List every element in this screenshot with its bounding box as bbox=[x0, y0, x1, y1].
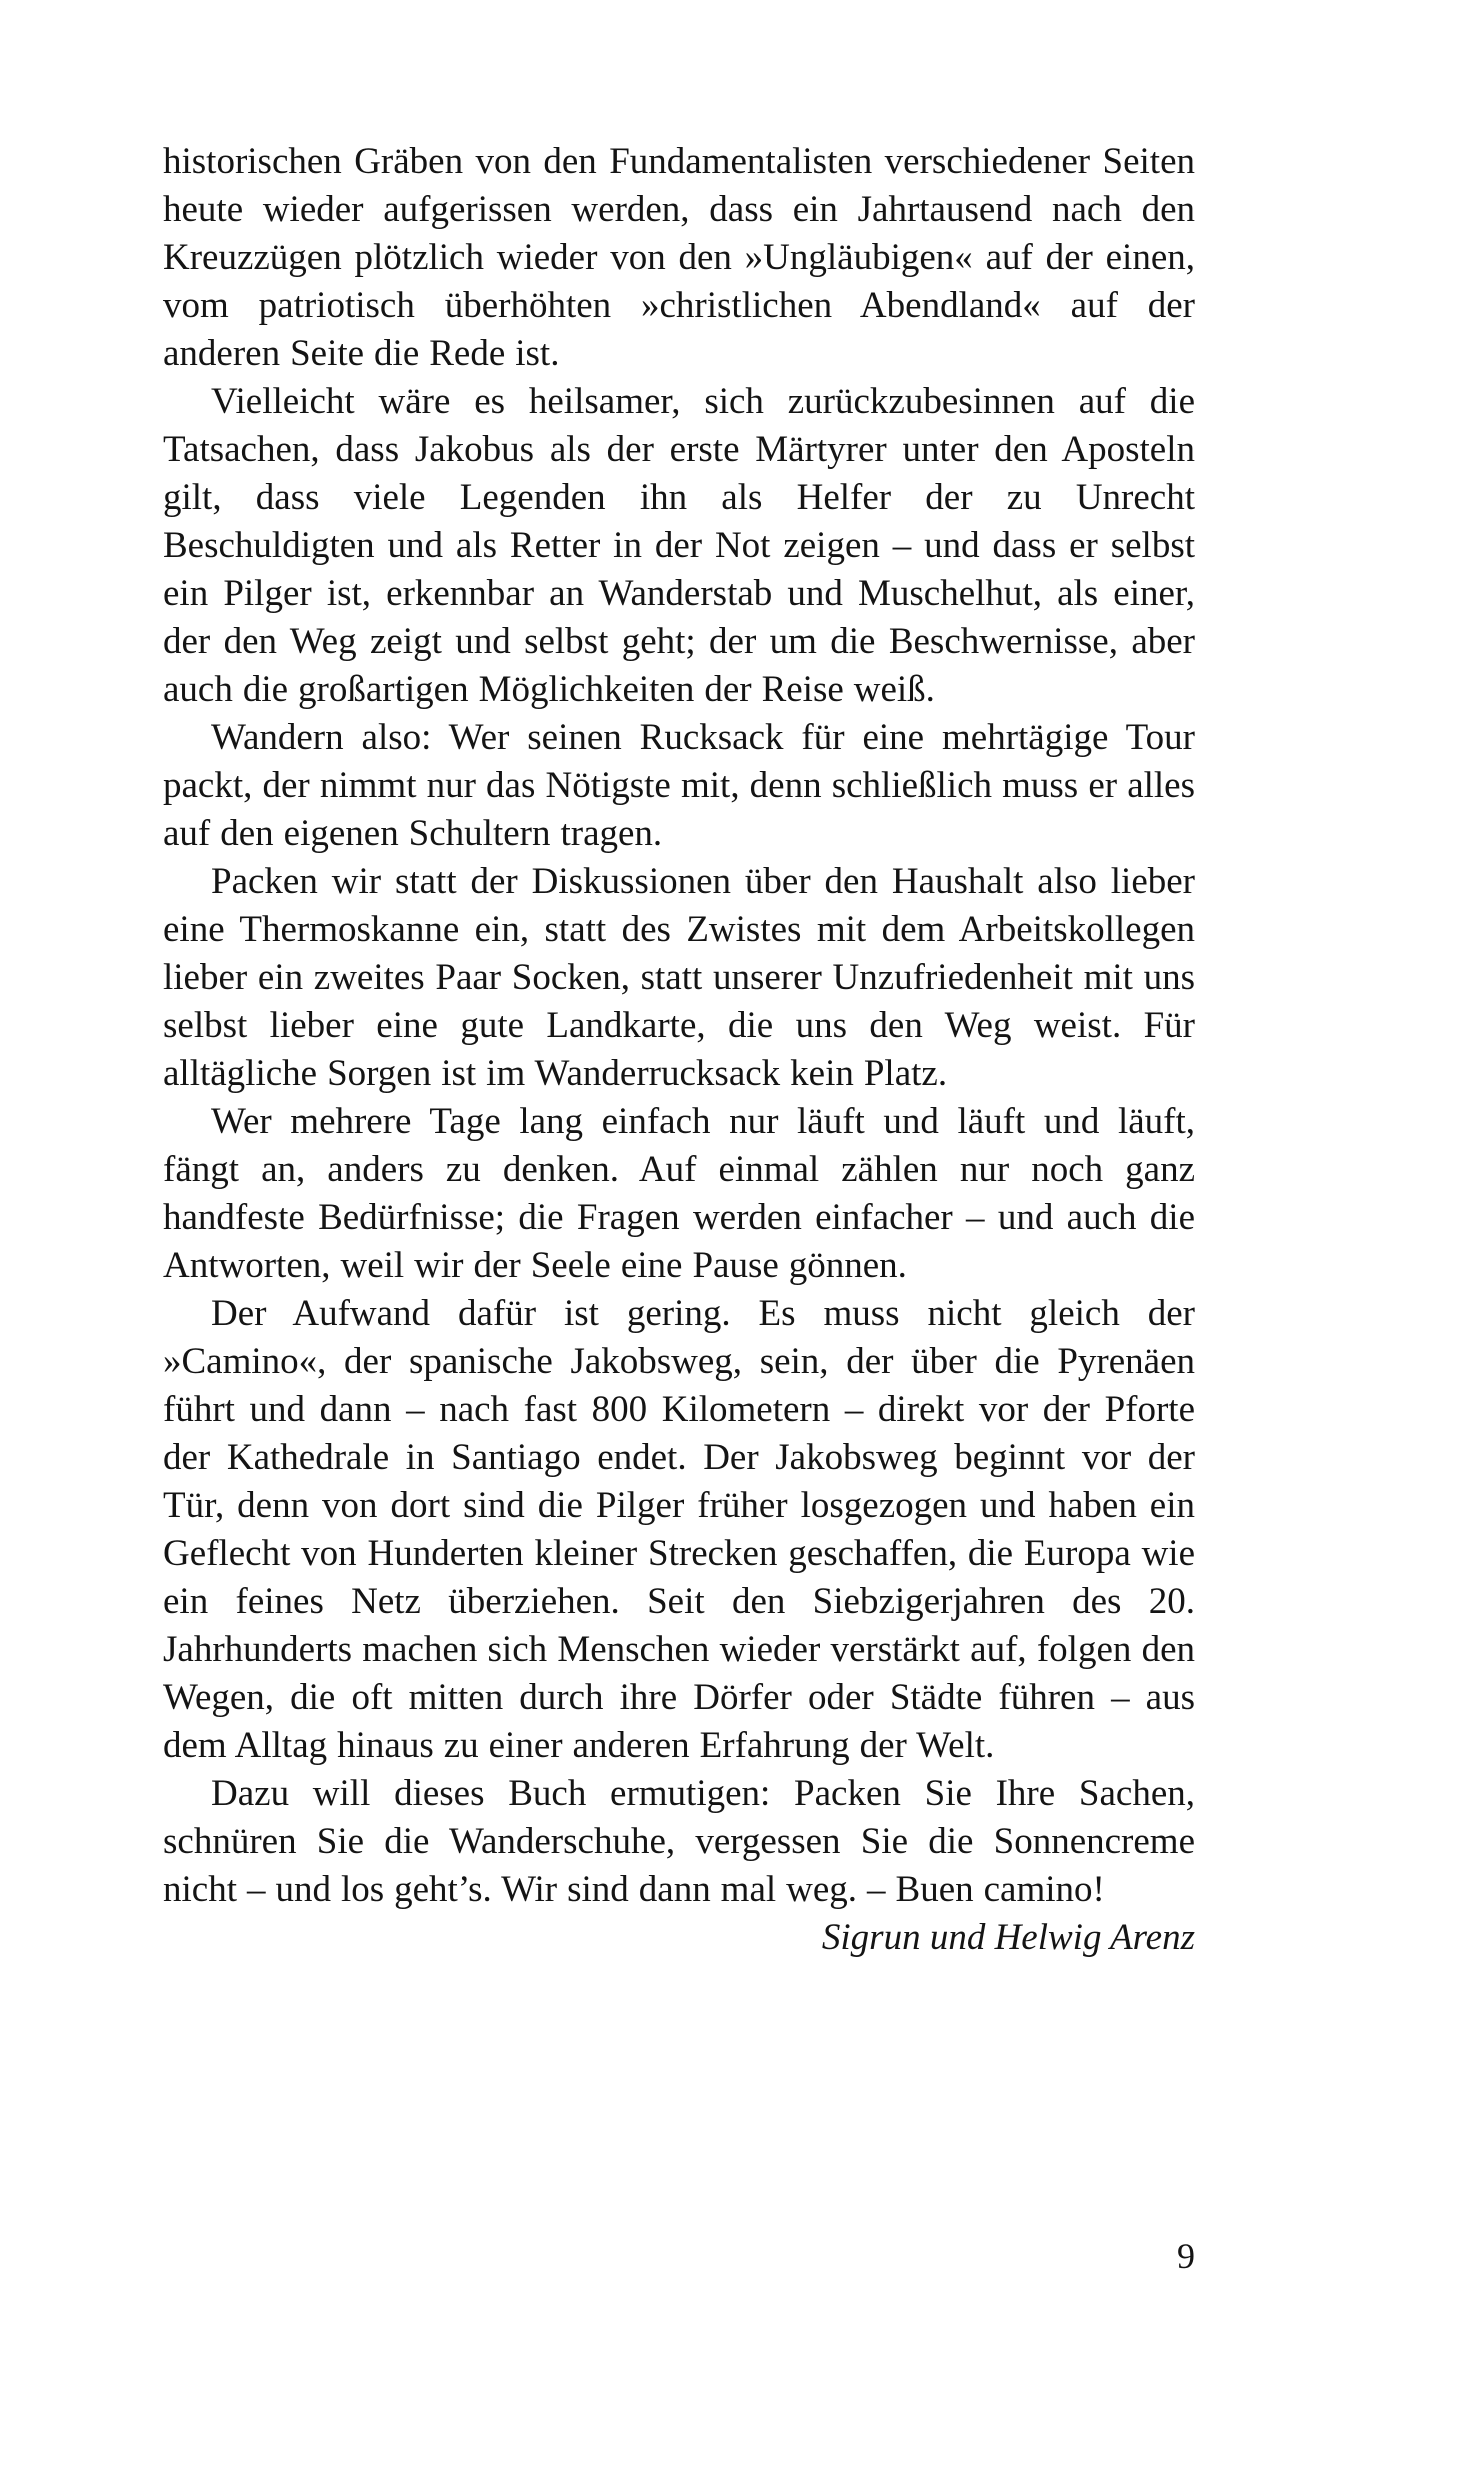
body-text bbox=[163, 138, 1195, 1962]
paragraph-5: Wer mehrere Tage lang einfach nur läuft und läuft und läuft, fängt an, anders zu denken. Auf einmal zählen nur noch ganz handfeste Bedürfnisse; die Fragen werden einfacher – und auch die Antworten, weil wir der Seele eine Pause gönnen. bbox=[163, 1101, 1195, 1286]
paragraph-2: Vielleicht wäre es heilsamer, sich zurückzubesinnen auf die Tatsachen, dass Jakobus als der erste Märtyrer unter den Aposteln gilt, dass viele Legenden ihn als Helfer der zu Unrecht Beschuldigten und als Retter in der Not zeigen – und dass er selbst ein Pilger ist, erkennbar an Wanderstab und Muschelhut, als einer, der den Weg zeigt und selbst geht; der um die Beschwernisse, aber auch die großartigen Möglichkeiten der Reise weiß. bbox=[163, 381, 1195, 710]
paragraph-6: Der Aufwand dafür ist gering. Es muss nicht gleich der »Camino«, der spanische Jakobsweg, sein, der über die Pyrenäen führt und dann – nach fast 800 Kilometern – direkt vor der Pforte der Kathedrale in Santiago endet. Der Jakobsweg beginnt vor der Tür, denn von dort sind die Pilger früher losgezogen und haben ein Geflecht von Hunderten kleiner Strecken geschaffen, die Europa wie ein feines Netz überziehen. Seit den Siebzigerjahren des 20. Jahrhunderts machen sich Menschen wieder verstärkt auf, folgen den Wegen, die oft mitten durch ihre Dörfer oder Städte führen – aus dem Alltag hinaus zu einer anderen Erfahrung der Welt. bbox=[163, 1293, 1195, 1766]
paragraph-3: Wandern also: Wer seinen Rucksack für eine mehrtägige Tour packt, der nimmt nur das Nötigste mit, denn schließlich muss er alles auf den eigenen Schultern tragen. bbox=[163, 717, 1195, 854]
page-number: 9 bbox=[1177, 2236, 1195, 2276]
paragraph-1: historischen Gräben von den Fundamentalisten verschiedener Seiten heute wieder aufgerissen werden, dass ein Jahrtausend nach den Kreuzzügen plötzlich wieder von den »Ungläubigen« auf der einen, vom patriotisch überhöhten »christlichen Abendland« auf der anderen Seite die Rede ist. bbox=[163, 141, 1195, 374]
author-signature: Sigrun und Helwig Arenz bbox=[821, 1917, 1195, 1958]
paragraph-7: Dazu will dieses Buch ermutigen: Packen Sie Ihre Sachen, schnüren Sie die Wanderschuhe, vergessen Sie die Sonnencreme nicht – und los geht’s. Wir sind dann mal weg. – Buen camino! bbox=[163, 1773, 1195, 1910]
paragraph-4: Packen wir statt der Diskussionen über den Haushalt also lieber eine Thermoskanne ein, statt des Zwistes mit dem Arbeitskollegen lieber ein zweites Paar Socken, statt unserer Unzufriedenheit mit uns selbst lieber eine gute Landkarte, die uns den Weg weist. Für alltägliche Sorgen ist im Wanderrucksack kein Platz. bbox=[163, 861, 1195, 1094]
